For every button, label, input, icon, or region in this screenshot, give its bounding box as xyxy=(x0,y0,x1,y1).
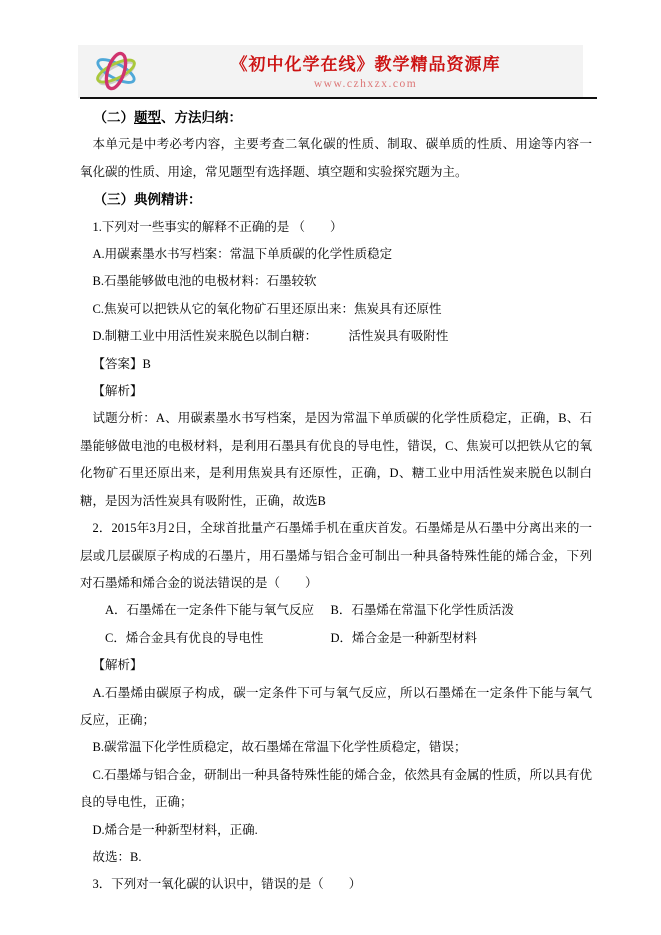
site-title: 《初中化学在线》教学精品资源库 xyxy=(230,55,501,74)
question2-option-a: A．石墨烯在一定条件下能与氧气反应 xyxy=(105,603,315,618)
question2-analysis-line-a: A.石墨烯由碳原子构成，碳一定条件下可与氧气反应，所以石墨烯在一定条件下能与氧气反应，正确； xyxy=(80,685,592,727)
question2-analysis-line-d: D.烯合是一种新型材料，正确. xyxy=(92,822,258,837)
document-body xyxy=(80,104,592,899)
heading2-underlined-term: 题型 xyxy=(134,110,161,125)
question2-stem: 2．2015年3月2日，全球首批量产石墨烯手机在重庆首发。石墨烯是从石墨中分离出来的一层或几层碳原子构成的石墨片，用石墨烯与铝合金可制出一种具备特殊性能的烯合金，下列对石墨烯和烯合金的说法错误的是（ ） xyxy=(80,521,592,590)
question1-option-a: A.用碳素墨水书写档案：常温下单质碳的化学性质稳定 xyxy=(92,247,393,262)
question3-stem: 3．下列对一氧化碳的认识中，错误的是（ ） xyxy=(92,877,362,892)
question1-option-d: D.制糖工业中用活性炭来脱色以制白糖： 活性炭具有吸附性 xyxy=(92,329,449,344)
atom-icon xyxy=(92,49,140,95)
unit-summary-paragraph: 本单元是中考必考内容，主要考查二氧化碳的性质、制取、碳单质的性质、用途等内容一氧化碳的性质、用途，常见题型有选择题、填空题和实验探究题为主。 xyxy=(80,137,592,179)
heading2-rest: 、方法归纳： xyxy=(161,110,242,125)
question2-options-row1 xyxy=(80,597,592,624)
question1-option-b: B.石墨能够做电池的电极材料：石墨较软 xyxy=(92,274,317,289)
question1-analysis-label: 【解析】 xyxy=(92,384,143,399)
question2-analysis-line-b: B.碳常温下化学性质稳定，故石墨烯在常温下化学性质稳定，错误； xyxy=(92,740,467,755)
header-divider xyxy=(80,97,597,99)
heading2-prefix: （二） xyxy=(93,110,134,125)
question2-option-c: C．烯合金具有优良的导电性 xyxy=(105,630,264,645)
question1-stem: 1.下列对一些事实的解释不正确的是 （ ） xyxy=(92,219,343,234)
section-heading-2 xyxy=(80,104,592,131)
question2-conclusion: 故选：B. xyxy=(92,849,142,864)
letterhead-banner xyxy=(78,45,583,98)
question2-option-b: B．石墨烯在常温下化学性质活泼 xyxy=(330,603,514,618)
letterhead-text xyxy=(158,50,573,90)
question1-analysis: 试题分析：A、用碳素墨水书写档案，是因为常温下单质碳的化学性质稳定，正确，B、石墨能够做电池的电极材料，是利用石墨具有优良的导电性，错误，C、焦炭可以把铁从它的氧化物矿石里还原出来，是利用焦炭具有还原性，正确，D、糖工业中用活性炭来脱色以制白糖，是因为活性炭具有吸附性，正确，故选B xyxy=(80,411,592,508)
question2-analysis-line-c: C.石墨烯与铝合金，研制出一种具备特殊性能的烯合金，依然具有金属的性质，所以具有优良的导电性，正确； xyxy=(80,767,592,810)
question2-analysis-label: 【解析】 xyxy=(92,658,143,673)
question1-answer: 【答案】B xyxy=(92,356,151,371)
section-heading-3: （三）典例精讲： xyxy=(93,192,202,208)
question2-options-row2 xyxy=(80,625,592,652)
site-url: www.czhxzx.com xyxy=(313,78,418,90)
question1-option-c: C.焦炭可以把铁从它的氧化物矿石里还原出来：焦炭具有还原性 xyxy=(92,301,442,316)
question2-option-d: D．烯合金是一种新型材料 xyxy=(330,630,478,645)
